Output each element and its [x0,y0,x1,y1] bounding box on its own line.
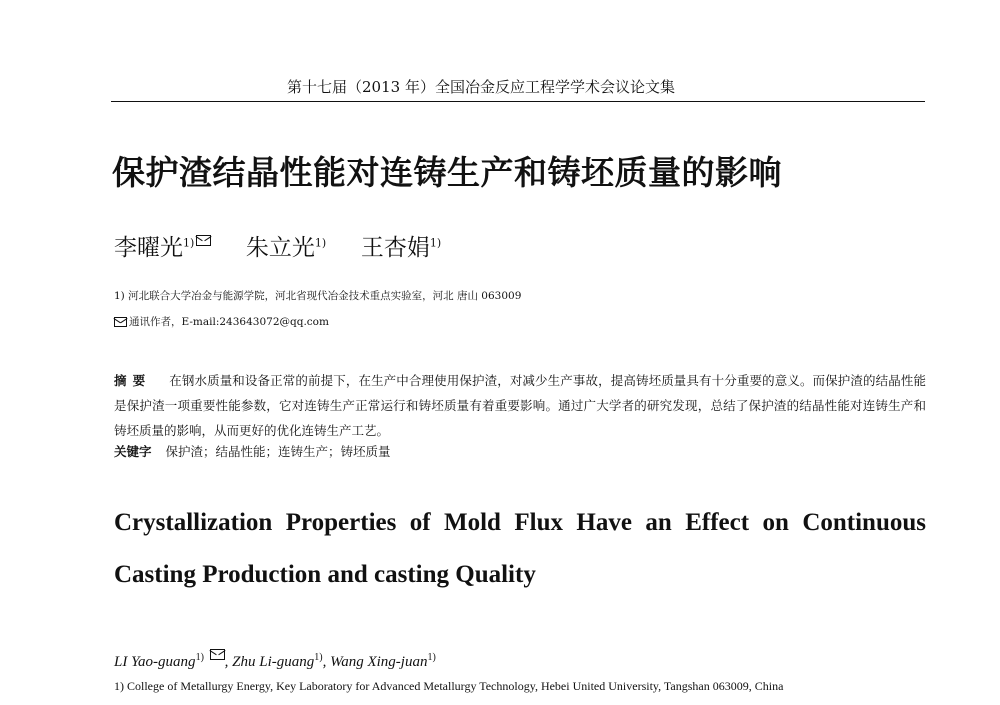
corresponding-author [114,315,329,329]
envelope-icon [210,649,225,660]
author-name: LI Yao-guang [114,654,196,670]
author-name: Wang Xing-juan [330,654,428,670]
abstract-text: 在钢水质量和设备正常的前提下，在生产中合理使用保护渣，对减少生产事故，提高铸坯质量具有十分重要的意义。而保护渣的结晶性能是保护渣一项重要性能参数，它对连铸生产正常运行和铸坯质量有着重要影响。通过广大学者的研究发现，总结了保护渣的结晶性能对连铸生产和铸坯质量的影响，从而更好的优化连铸生产工艺。 [114,373,926,438]
keywords-label: 关键字 [114,444,152,459]
title-english-line-1: Crystallization Properties of Mold Flux Have an Effect on Continuous [114,509,926,536]
author-affiliation-mark: 1) [427,652,436,663]
author-affiliation-mark: 1) [314,236,327,250]
author-affiliation-mark: 1) [183,236,195,250]
keywords-chinese [114,443,391,461]
affiliation-chinese: 1) 河北联合大学冶金与能源学院，河北省现代冶金技术重点实验室，河北 唐山 063009 [114,290,522,302]
authors-english: LI Yao-guang$^{1)}$ , Zhu Li-guang$^{1)}$, Wang Xing-juan$^{1)}$ [114,649,436,672]
authors-chinese [114,233,441,263]
author-name: Zhu Li-guang [232,654,315,670]
contact-text: 通讯作者，E-mail:243643072@qq.com [129,316,329,328]
envelope-icon [114,317,127,327]
author-affiliation-mark: 1) [195,652,204,663]
title-english-line-2: Casting Production and casting Quality [114,561,536,588]
author-name: 朱立光 [245,235,315,261]
abstract-chinese [114,368,926,443]
proceedings-header: 第十七届（2013 年）全国冶金反应工程学学术会议论文集 [287,78,675,96]
title-english [114,497,926,601]
author-name: 李曜光 [114,235,183,261]
affiliation-english: 1) College of Metallurgy Energy, Key Laboratory for Advanced Metallurgy Technology, Hebei United University, Tangshan 063009, China [114,679,784,693]
author-affiliation-mark: 1) [429,236,442,250]
abstract-label: 摘要 [114,373,152,388]
title-chinese: 保护渣结晶性能对连铸生产和铸坯质量的影响 [112,153,782,192]
header-rule [111,101,925,102]
envelope-icon [196,235,211,246]
author-affiliation-mark: 1) [314,652,323,663]
author-name: 王杏娟 [360,235,430,261]
keywords-text: 保护渣；结晶性能；连铸生产；铸坯质量 [165,444,391,459]
